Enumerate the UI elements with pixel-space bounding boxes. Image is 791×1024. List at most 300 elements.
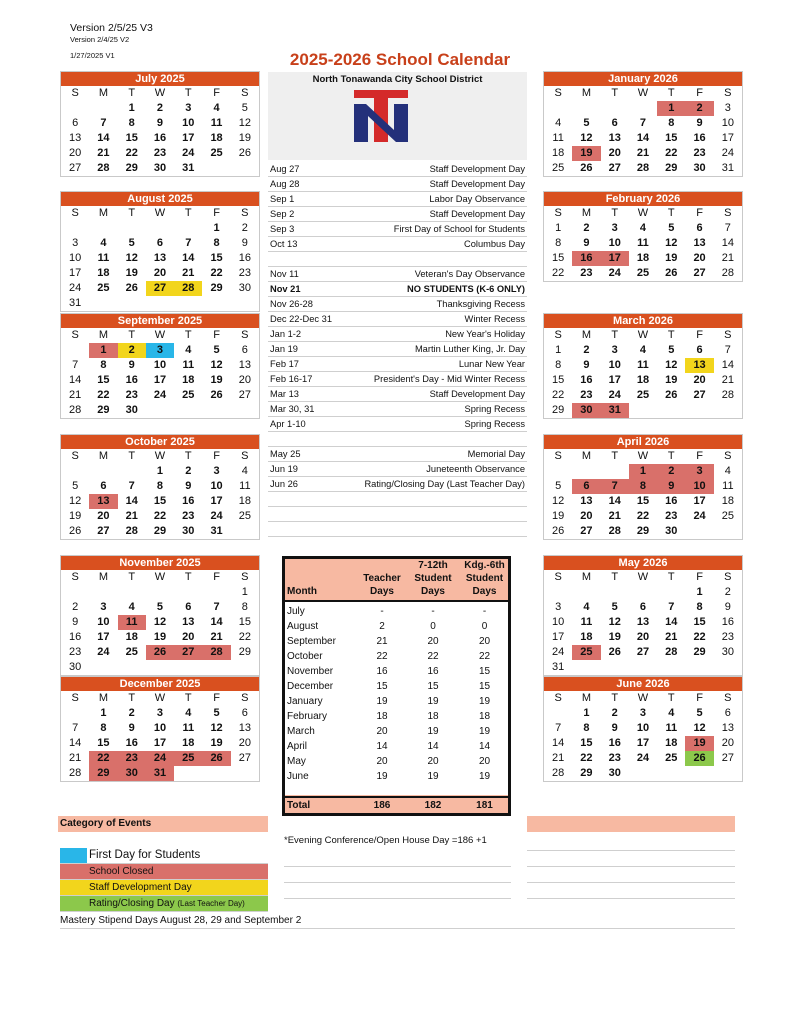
day-cell: 4 <box>241 465 248 477</box>
day-cell: 16 <box>182 495 195 507</box>
day-cell: 10 <box>636 722 650 734</box>
weekday-label: W <box>637 571 649 583</box>
event-row <box>268 222 527 237</box>
day-cell: 28 <box>608 525 621 537</box>
day-cell: 22 <box>89 751 117 766</box>
day-cell: 20 <box>238 737 251 749</box>
day-cell: 28 <box>202 645 230 660</box>
day-cell: 8 <box>629 479 657 494</box>
table-cell: 15 <box>478 666 491 677</box>
day-cell: 19 <box>665 252 678 264</box>
table-cell: 19 <box>376 696 388 707</box>
weekday-label: S <box>241 571 249 583</box>
day-cell: 29 <box>97 404 110 416</box>
district-name: North Tonawanda City School District <box>312 74 483 85</box>
day-cell: 24 <box>636 752 650 764</box>
day-cell: 24 <box>608 389 621 401</box>
day-cell: 25 <box>238 510 251 522</box>
day-cell: 8 <box>555 237 562 249</box>
weekday-label: F <box>696 692 703 704</box>
weekday-label: M <box>98 207 108 219</box>
day-cell: 26 <box>552 525 565 537</box>
weekday-label: M <box>98 692 108 704</box>
day-cell: 19 <box>210 737 223 749</box>
day-cell: 18 <box>580 631 593 643</box>
day-cell: 14 <box>125 495 138 507</box>
event-date <box>268 252 270 266</box>
day-cell: 6 <box>572 479 600 494</box>
divider <box>527 866 735 867</box>
legend-rating-closing <box>60 896 268 912</box>
weekday-label: S <box>554 450 562 462</box>
day-cell: 25 <box>210 147 223 159</box>
day-cell: 11 <box>637 237 649 249</box>
month-may-2026 <box>543 555 743 676</box>
event-name: Memorial Day <box>467 449 525 459</box>
day-cell: 21 <box>210 631 223 643</box>
day-cell: 2 <box>583 222 590 234</box>
event-date: Sep 3 <box>270 224 295 234</box>
column-header-line: Month <box>287 586 317 597</box>
event-row <box>268 507 527 522</box>
day-cell: 17 <box>608 374 621 386</box>
weekday-label: T <box>184 87 192 99</box>
day-cell: 9 <box>724 601 731 613</box>
weekday-label: S <box>241 329 249 341</box>
month-title: December 2025 <box>61 677 259 691</box>
day-cell: 12 <box>238 117 251 129</box>
event-date: Dec 22-Dec 31 <box>270 314 333 324</box>
day-cell: 11 <box>552 132 564 144</box>
day-cell: 25 <box>721 510 734 522</box>
empty-cell <box>118 585 146 600</box>
month-june-2026 <box>543 676 743 782</box>
day-cell: 11 <box>580 616 593 628</box>
month-january-2026 <box>543 71 743 177</box>
event-name: Veteran's Day Observance <box>414 269 525 279</box>
day-cell: 21 <box>182 267 195 279</box>
table-cell: - <box>380 606 384 617</box>
day-cell: 4 <box>583 601 590 613</box>
day-cell: 30 <box>182 525 195 537</box>
month-august-2025 <box>60 191 260 312</box>
day-cell: 24 <box>552 646 565 658</box>
day-cell: 9 <box>657 479 685 494</box>
month-october-2025 <box>60 434 260 540</box>
weekday-label: F <box>213 692 220 704</box>
day-cell: 8 <box>555 359 562 371</box>
month-september-2025 <box>60 313 260 419</box>
column-header-line: Student <box>465 573 504 584</box>
month-december-2025 <box>60 676 260 782</box>
table-cell: 20 <box>478 756 491 767</box>
day-cell: 12 <box>608 616 621 628</box>
day-cell: 25 <box>182 389 195 401</box>
day-cell: 18 <box>721 495 734 507</box>
weekday-label: S <box>71 87 79 99</box>
weekday-label: M <box>581 692 591 704</box>
empty-cell <box>61 464 89 479</box>
day-cell: 3 <box>185 102 192 114</box>
day-cell: 4 <box>639 344 647 356</box>
swatch-yellow <box>60 880 87 895</box>
event-name <box>525 522 527 536</box>
day-cell: 25 <box>636 389 650 401</box>
day-cell: 23 <box>153 147 167 159</box>
weekday-label: T <box>611 692 619 704</box>
day-cell: 4 <box>128 601 135 613</box>
weekday-label: M <box>98 87 108 99</box>
version-notes <box>70 22 153 60</box>
day-cell: 26 <box>125 282 138 294</box>
day-cell: 9 <box>583 237 590 249</box>
district-header <box>268 72 527 160</box>
weekday-label: F <box>213 329 220 341</box>
day-cell: 5 <box>213 344 220 356</box>
event-name: Staff Development Day <box>429 179 525 189</box>
event-date: Aug 28 <box>270 179 300 189</box>
table-cell: 20 <box>427 636 439 647</box>
day-cell: 22 <box>210 267 223 279</box>
day-cell: 12 <box>125 252 138 264</box>
event-row <box>268 267 527 282</box>
event-name: Rating/Closing Day (Last Teacher Day) <box>364 479 525 489</box>
weekday-label: M <box>581 207 591 219</box>
table-row <box>285 724 508 739</box>
day-cell: 17 <box>69 267 82 279</box>
day-cell: 21 <box>608 510 621 522</box>
day-cell: 4 <box>213 102 220 114</box>
day-cell: 3 <box>100 601 107 613</box>
day-cell: 2 <box>583 344 590 356</box>
day-cell: 23 <box>125 389 138 401</box>
weekday-label: F <box>213 571 220 583</box>
day-cell: 27 <box>146 281 174 296</box>
event-row <box>268 237 527 252</box>
day-cell: 10 <box>608 237 621 249</box>
day-cell: 24 <box>153 389 167 401</box>
day-cell: 28 <box>69 404 82 416</box>
day-cell: 29 <box>125 162 138 174</box>
day-cell: 18 <box>665 737 678 749</box>
divider <box>284 898 511 899</box>
month-title: February 2026 <box>544 192 742 206</box>
day-cell: 1 <box>156 465 164 477</box>
day-cell: 22 <box>552 389 565 401</box>
day-cell: 8 <box>583 722 590 734</box>
table-cell: 16 <box>427 666 439 677</box>
weekday-label: S <box>71 571 79 583</box>
table-cell: 15 <box>478 681 491 692</box>
day-cell: 6 <box>696 344 703 356</box>
day-cell: 27 <box>238 752 251 764</box>
day-cell: 23 <box>182 510 195 522</box>
weekday-label: T <box>667 450 675 462</box>
day-cell: 24 <box>210 510 223 522</box>
weekday-label: T <box>184 450 192 462</box>
day-cell: 12 <box>153 616 167 628</box>
category-label: Category of Events <box>60 818 152 829</box>
event-name: Labor Day Observance <box>429 194 525 204</box>
day-cell: 17 <box>153 737 167 749</box>
empty-cell <box>89 585 117 600</box>
day-cell: 15 <box>210 252 223 264</box>
day-cell: 11 <box>665 722 678 734</box>
day-cell: 25 <box>552 162 565 174</box>
day-cell: 18 <box>97 267 110 279</box>
day-cell: 10 <box>608 359 621 371</box>
table-row <box>285 679 508 694</box>
empty-cell <box>89 101 117 116</box>
day-cell: 19 <box>125 267 138 279</box>
month-title: April 2026 <box>544 435 742 449</box>
day-cell: 18 <box>125 631 138 643</box>
day-cell: 30 <box>153 162 167 174</box>
day-cell: 26 <box>210 389 223 401</box>
month-title: May 2026 <box>544 556 742 570</box>
day-cell: 13 <box>69 132 82 144</box>
event-row <box>268 282 527 297</box>
day-cell: 21 <box>552 752 565 764</box>
table-cell: 19 <box>478 696 491 707</box>
day-cell: 3 <box>611 344 618 356</box>
event-date: Mar 30, 31 <box>270 404 315 414</box>
table-cell: 0 <box>430 621 436 632</box>
day-cell: 12 <box>580 132 593 144</box>
day-cell: 10 <box>721 117 734 129</box>
day-cell: 26 <box>580 162 593 174</box>
day-cell: 30 <box>608 767 621 779</box>
divider <box>527 882 735 883</box>
day-cell: 22 <box>125 147 138 159</box>
day-cell: 9 <box>696 117 703 129</box>
month-title: March 2026 <box>544 314 742 328</box>
weekday-header <box>61 206 259 221</box>
day-cell: 2 <box>118 343 146 358</box>
day-grid <box>544 343 742 418</box>
table-cell: July <box>287 606 305 617</box>
day-cell: 5 <box>696 707 703 719</box>
weekday-label: T <box>128 571 136 583</box>
day-cell: 3 <box>146 343 174 358</box>
day-cell: 30 <box>665 525 678 537</box>
day-cell: 13 <box>89 494 117 509</box>
weekday-label: T <box>128 87 136 99</box>
day-cell: 2 <box>128 707 135 719</box>
day-cell: 19 <box>608 631 621 643</box>
month-title: October 2025 <box>61 435 259 449</box>
day-cell: 9 <box>583 359 590 371</box>
day-cell: 31 <box>552 661 565 673</box>
weekday-label: M <box>98 329 108 341</box>
event-name: Martin Luther King, Jr. Day <box>414 344 525 354</box>
event-row <box>268 357 527 372</box>
day-cell: 18 <box>636 252 650 264</box>
event-name: Juneteenth Observance <box>426 464 525 474</box>
day-cell: 1 <box>555 222 562 234</box>
day-cell: 13 <box>238 722 251 734</box>
column-header-line: Teacher <box>363 573 401 584</box>
day-cell: 6 <box>611 117 618 129</box>
day-cell: 31 <box>146 766 174 781</box>
day-cell: 17 <box>552 631 565 643</box>
day-cell: 11 <box>118 615 146 630</box>
table-cell: 19 <box>376 771 388 782</box>
day-cell: 17 <box>97 631 110 643</box>
day-cell: 22 <box>552 267 565 279</box>
day-cell: 30 <box>693 162 706 174</box>
weekday-label: T <box>611 329 619 341</box>
weekday-label: S <box>554 692 562 704</box>
day-cell: 5 <box>668 222 675 234</box>
weekday-header <box>61 328 259 343</box>
divider <box>527 850 735 851</box>
day-cell: 13 <box>693 237 706 249</box>
column-header-line: Student <box>414 573 452 584</box>
event-date <box>268 507 270 521</box>
event-name: Staff Development Day <box>429 389 525 399</box>
event-name: Columbus Day <box>464 239 525 249</box>
legend-staff-development <box>60 880 268 896</box>
day-cell: 27 <box>693 267 706 279</box>
day-cell: 6 <box>241 707 248 719</box>
weekday-header <box>544 691 742 706</box>
day-cell: 20 <box>69 147 82 159</box>
weekday-label: M <box>98 571 108 583</box>
weekday-label: F <box>696 571 703 583</box>
day-cell: 20 <box>153 267 167 279</box>
version-line: Version 2/5/25 V3 <box>70 22 153 34</box>
empty-cell <box>61 585 89 600</box>
day-cell: 8 <box>100 359 107 371</box>
day-cell: 16 <box>125 374 138 386</box>
day-cell: 10 <box>210 480 223 492</box>
table-cell: 22 <box>376 651 388 662</box>
weekday-label: W <box>637 692 649 704</box>
event-row <box>268 402 527 417</box>
weekday-label: S <box>724 329 732 341</box>
stipend-note: Mastery Stipend Days August 28, 29 and September 2 <box>60 914 735 929</box>
day-cell: 19 <box>685 736 713 751</box>
day-cell: 28 <box>721 389 734 401</box>
day-cell: 1 <box>213 222 220 234</box>
event-row <box>268 252 527 267</box>
day-cell: 17 <box>693 495 706 507</box>
weekday-header <box>61 449 259 464</box>
category-bar-right <box>527 816 735 832</box>
weekday-label: M <box>98 450 108 462</box>
event-row <box>268 387 527 402</box>
day-cell: 11 <box>97 252 110 264</box>
day-cell: 12 <box>665 237 678 249</box>
day-cell: 2 <box>72 601 79 613</box>
month-april-2026 <box>543 434 743 540</box>
day-cell: 23 <box>118 751 146 766</box>
day-cell: 22 <box>693 631 706 643</box>
day-cell: 21 <box>97 147 110 159</box>
weekday-label: S <box>241 692 249 704</box>
event-row <box>268 522 527 537</box>
day-cell: 2 <box>611 707 618 719</box>
weekday-label: T <box>128 207 136 219</box>
table-row <box>285 619 508 634</box>
empty-cell <box>657 585 685 600</box>
day-cell: 11 <box>722 480 734 492</box>
table-cell: 20 <box>376 726 388 737</box>
day-cell: 14 <box>721 359 734 371</box>
day-cell: 16 <box>238 252 251 264</box>
day-cell: 12 <box>210 359 223 371</box>
day-cell: 13 <box>580 495 593 507</box>
day-cell: 24 <box>69 282 82 294</box>
table-row <box>285 664 508 679</box>
column-header <box>285 585 357 600</box>
day-cell: 26 <box>69 525 82 537</box>
weekday-label: S <box>241 207 249 219</box>
day-cell: 1 <box>629 464 657 479</box>
day-cell: 5 <box>611 601 618 613</box>
day-cell: 30 <box>721 646 734 658</box>
day-cell: 1 <box>555 344 562 356</box>
weekday-label: S <box>71 207 79 219</box>
table-cell: 19 <box>427 771 439 782</box>
day-cell: 5 <box>241 102 248 114</box>
weekday-label: T <box>184 207 192 219</box>
day-cell: 28 <box>665 646 678 658</box>
table-cell: 14 <box>478 741 491 752</box>
day-cell: 29 <box>636 525 650 537</box>
day-cell: 1 <box>241 586 248 598</box>
event-date: Aug 27 <box>270 164 300 174</box>
event-date: Jan 1-2 <box>270 329 302 339</box>
month-november-2025 <box>60 555 260 676</box>
weekday-label: F <box>696 207 703 219</box>
weekday-label: S <box>554 329 562 341</box>
event-date: Nov 26-28 <box>270 299 313 309</box>
day-cell: 25 <box>572 645 600 660</box>
table-cell: May <box>287 756 306 767</box>
day-cell: 13 <box>685 358 713 373</box>
day-cell: 9 <box>185 480 192 492</box>
day-cell: 17 <box>721 132 734 144</box>
weekday-label: W <box>154 571 166 583</box>
event-date: Jun 26 <box>270 479 298 489</box>
table-cell: 18 <box>427 711 439 722</box>
table-cell: - <box>482 606 487 617</box>
day-cell: 1 <box>583 707 590 719</box>
day-cell: 27 <box>238 389 251 401</box>
day-cell: 7 <box>724 344 731 356</box>
day-grid <box>544 706 742 781</box>
table-cell: 16 <box>376 666 388 677</box>
table-cell: October <box>287 651 323 662</box>
day-cell: 23 <box>693 147 706 159</box>
weekday-label: W <box>154 692 166 704</box>
table-row <box>285 769 508 784</box>
day-cell: 18 <box>182 374 195 386</box>
legend-school-closed <box>60 864 268 880</box>
event-date: Mar 13 <box>270 389 299 399</box>
event-name: Staff Development Day <box>429 164 525 174</box>
day-cell: 11 <box>637 359 649 371</box>
day-cell: 13 <box>608 132 621 144</box>
day-cell: 16 <box>572 251 600 266</box>
empty-cell <box>61 101 89 116</box>
day-cell: 23 <box>608 752 621 764</box>
weekday-label: T <box>128 450 136 462</box>
weekday-label: T <box>667 692 675 704</box>
day-cell: 4 <box>555 117 562 129</box>
